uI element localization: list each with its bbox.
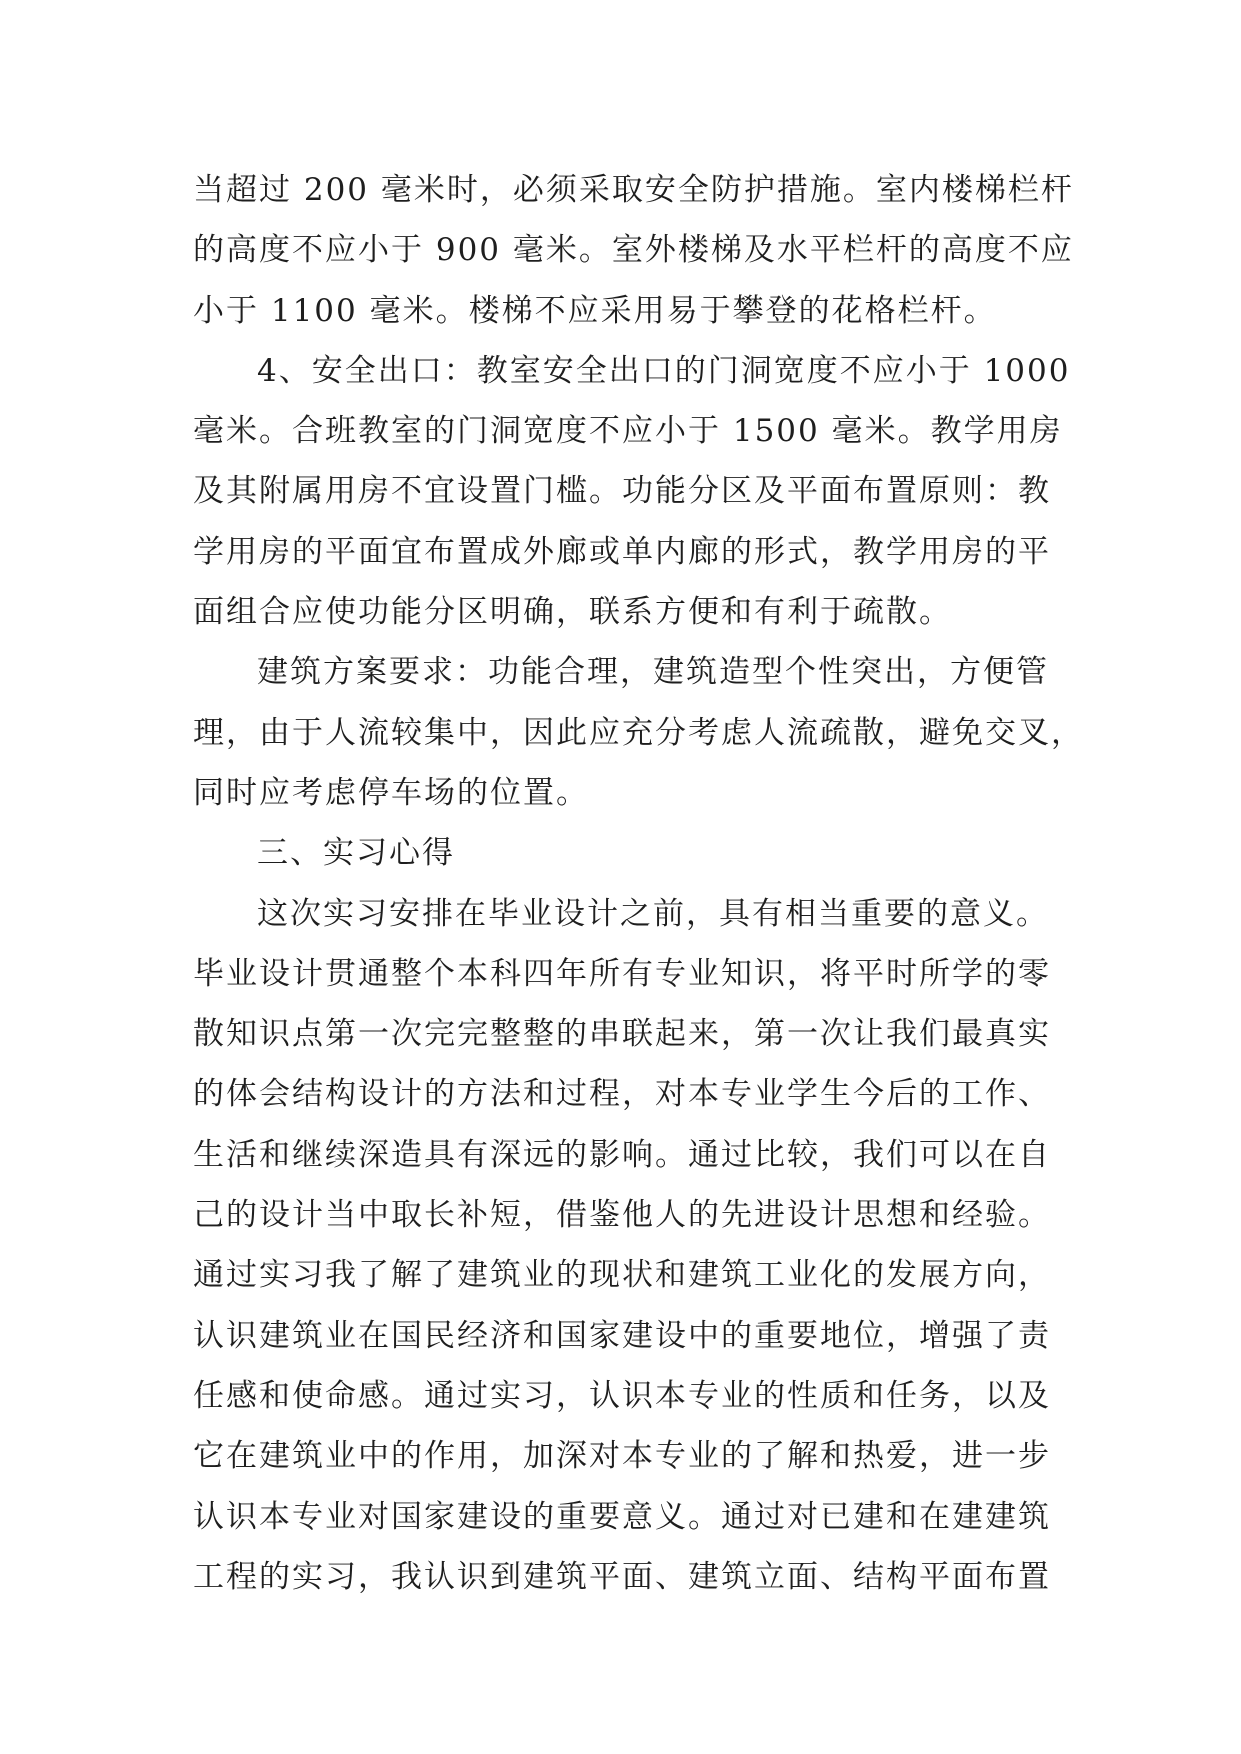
text-line: 任感和使命感。通过实习，认识本专业的性质和任务，以及	[193, 1377, 1051, 1414]
text-line: 毫米。合班教室的门洞宽度不应小于 1500 毫米。教学用房	[193, 413, 1063, 450]
text-line: 己的设计当中取长补短，借鉴他人的先进设计思想和经验。	[193, 1197, 1051, 1234]
text-line: 这次实习安排在毕业设计之前，具有相当重要的意义。	[257, 895, 1049, 932]
text-line: 认识建筑业在国民经济和国家建设中的重要地位，增强了责	[193, 1317, 1051, 1354]
document-body	[193, 160, 1084, 1607]
text-line: 它在建筑业中的作用，加深对本专业的了解和热爱，进一步	[193, 1438, 1051, 1475]
section-heading: 三、实习心得	[257, 835, 455, 872]
text-line: 毕业设计贯通整个本科四年所有专业知识，将平时所学的零	[193, 955, 1051, 992]
text-line: 散知识点第一次完完整整的串联起来，第一次让我们最真实	[193, 1016, 1051, 1053]
text-line: 生活和继续深造具有深远的影响。通过比较，我们可以在自	[193, 1136, 1051, 1173]
text-line: 理，由于人流较集中，因此应充分考虑人流疏散，避免交叉，	[193, 714, 1084, 751]
text-line: 通过实习我了解了建筑业的现状和建筑工业化的发展方向，	[193, 1257, 1051, 1294]
text-line: 的体会结构设计的方法和过程，对本专业学生今后的工作、	[193, 1076, 1051, 1113]
text-line: 同时应考虑停车场的位置。	[193, 774, 589, 811]
text-line: 建筑方案要求：功能合理，建筑造型个性突出，方便管	[257, 654, 1049, 691]
text-line: 小于 1100 毫米。楼梯不应采用易于攀登的花格栏杆。	[193, 292, 997, 329]
text-line: 工程的实习，我认识到建筑平面、建筑立面、结构平面布置	[193, 1558, 1051, 1595]
text-line: 认识本专业对国家建设的重要意义。通过对已建和在建建筑	[193, 1498, 1051, 1535]
text-line: 当超过 200 毫米时，必须采取安全防护措施。室内楼梯栏杆	[193, 172, 1074, 208]
text-line: 4、安全出口：教室安全出口的门洞宽度不应小于 1000	[257, 352, 1071, 389]
text-line: 学用房的平面宜布置成外廊或单内廊的形式，教学用房的平	[193, 533, 1051, 570]
text-line: 面组合应使功能分区明确，联系方便和有利于疏散。	[193, 594, 952, 631]
text-line: 及其附属用房不宜设置门槛。功能分区及平面布置原则：教	[193, 473, 1051, 510]
text-line: 的高度不应小于 900 毫米。室外楼梯及水平栏杆的高度不应	[193, 232, 1074, 269]
